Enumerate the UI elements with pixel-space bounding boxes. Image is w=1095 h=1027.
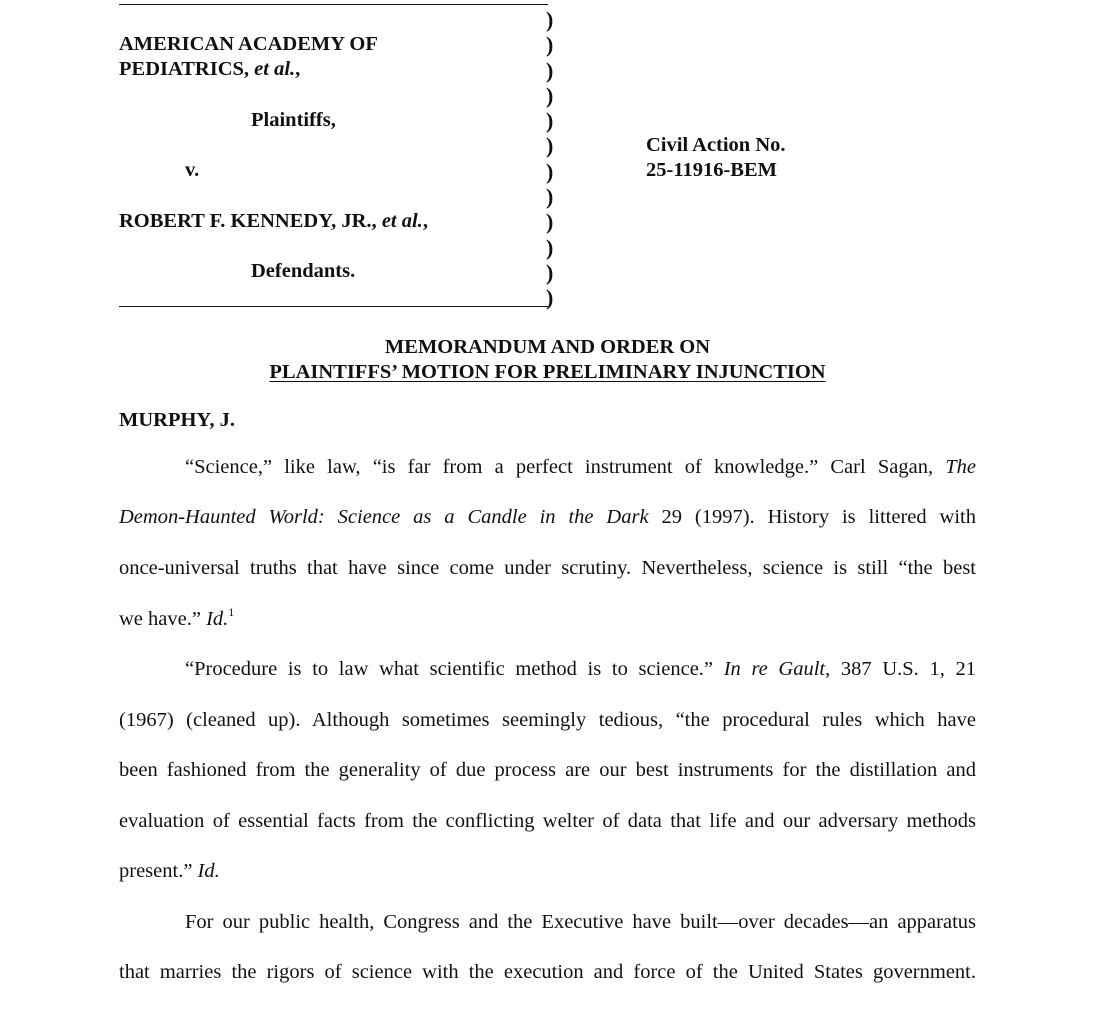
paragraph-2-line-2: (1967) (cleaned up). Although sometimes seemingly tedious, “the procedural rules which have: [119, 709, 976, 731]
p1-l2-italic: Demon-Haunted World: Science as a Candle in the Dark: [119, 506, 649, 528]
paragraph-3-line-2: that marries the rigors of science with the execution and force of the United States government.: [119, 961, 976, 983]
civil-action-label: Civil Action No.: [646, 134, 786, 156]
paren: ): [546, 108, 554, 134]
versus-label: v.: [185, 159, 200, 181]
document-title-line-2-text: PLAINTIFFS’ MOTION FOR PRELIMINARY INJUNCTION: [269, 361, 826, 383]
p1-l1-italic: The: [945, 456, 976, 478]
paren: ): [546, 32, 554, 58]
plaintiff-comma: ,: [295, 58, 301, 80]
footnote-ref-1: 1: [228, 605, 235, 619]
defendant-et-al: et al.: [381, 210, 423, 232]
civil-action-number: 25-11916-BEM: [646, 159, 777, 181]
defendant-comma: ,: [422, 210, 428, 232]
paragraph-1-line-4: [119, 604, 976, 634]
civil-action: [646, 133, 786, 183]
plaintiff-name: [119, 32, 378, 82]
paragraph-3-line-1: For our public health, Congress and the Executive have built—over decades—an apparatus: [185, 911, 976, 933]
paren: ): [546, 184, 554, 210]
judge-name: MURPHY, J.: [119, 409, 235, 431]
defendant-name: [119, 209, 428, 234]
p1-l2-text: 29 (1997). History is littered with: [648, 506, 976, 528]
paragraph-2-line-4: evaluation of essential facts from the conflicting welter of data that life and our adversary methods: [119, 810, 976, 832]
plaintiff-line-2-main: PEDIATRICS,: [119, 58, 255, 80]
plaintiff-line-2: [119, 57, 378, 82]
paragraph-2-line-1: [185, 654, 976, 684]
caption-bottom-rule: [119, 306, 548, 307]
paragraph-1-line-1: [185, 452, 976, 482]
defendant-main: ROBERT F. KENNEDY, JR.,: [119, 210, 382, 232]
paren: ): [546, 82, 554, 108]
plaintiffs-label: Plaintiffs,: [251, 109, 336, 131]
p1-l4-italic: Id.: [206, 608, 229, 630]
p2-l5-italic: Id.: [197, 860, 220, 882]
p2-l1-text: “Procedure is to law what scientific method is to science.”: [185, 658, 724, 680]
p2-l5-text: present.”: [119, 860, 198, 882]
paren: ): [546, 7, 554, 32]
caption-top-rule: [119, 4, 548, 5]
p1-l1-text: “Science,” like law, “is far from a perfect instrument of knowledge.” Carl Sagan,: [185, 456, 946, 478]
paren: ): [546, 259, 554, 285]
paren: ): [546, 57, 554, 83]
paren: ): [546, 133, 554, 159]
p2-l1-italic: In re Gault: [723, 658, 826, 680]
paragraph-2-line-3: been fashioned from the generality of due process are our best instruments for the distillation and: [119, 759, 976, 781]
p2-l1-tail: , 387 U.S. 1, 21: [825, 658, 976, 680]
document-title-line-2: [0, 360, 1095, 385]
p1-l4-text: we have.”: [119, 608, 207, 630]
plaintiff-et-al: et al.: [254, 58, 296, 80]
plaintiff-line-1: AMERICAN ACADEMY OF: [119, 33, 378, 55]
paren: ): [546, 285, 554, 311]
paren: ): [546, 234, 554, 260]
paragraph-1-line-2: [119, 502, 976, 532]
paragraph-1-line-3: once-universal truths that have since come under scrutiny. Nevertheless, science is still “the best: [119, 557, 976, 579]
defendants-label: Defendants.: [251, 260, 356, 282]
caption-paren-column: [546, 7, 553, 311]
paragraph-2-line-5: [119, 856, 976, 886]
document-title-line-1: MEMORANDUM AND ORDER ON: [384, 336, 711, 358]
paren: ): [546, 209, 554, 235]
paren: ): [546, 158, 554, 184]
